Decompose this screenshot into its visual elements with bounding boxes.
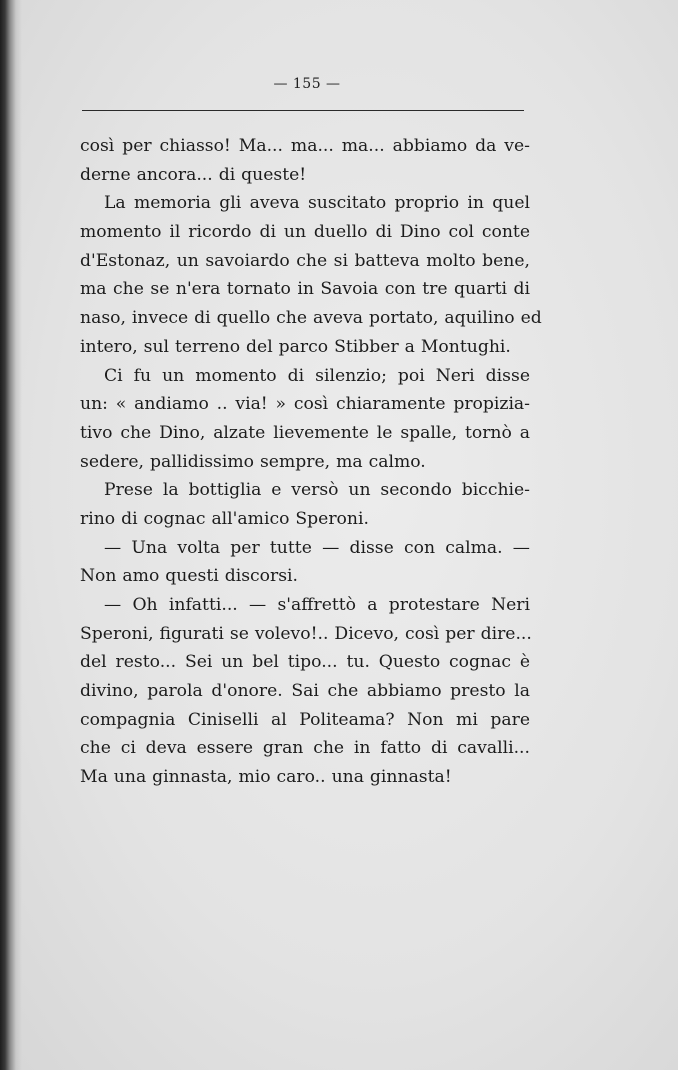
text-line: derne ancora... di queste! <box>80 164 307 185</box>
text-line: Ci fu un momento di silenzio; poi Neri disse <box>104 365 530 386</box>
page-number: — 155 — <box>273 76 341 92</box>
text-line: ma che se n'era tornato in Savoia con tre quarti di <box>80 279 530 300</box>
text-line: divino, parola d'onore. Sai che abbiamo presto la <box>80 681 530 702</box>
text-line: Ma una ginnasta, mio caro.. una ginnasta! <box>80 767 452 788</box>
text-line: — Una volta per tutte — disse con calma. — <box>104 537 530 558</box>
text-line: sedere, pallidissimo sempre, ma calmo. <box>80 451 426 472</box>
text-line: compagnia Ciniselli al Politeama? Non mi pare <box>80 709 530 730</box>
binding-edge <box>0 0 22 1070</box>
text-line: Non amo questi discorsi. <box>80 566 298 587</box>
text-line: un: « andiamo .. via! » così chiaramente propizia- <box>80 394 530 415</box>
text-line: intero, sul terreno del parco Stibber a Montughi. <box>80 336 511 357</box>
text-line: La memoria gli aveva suscitato proprio in quel <box>104 193 530 214</box>
text-line: naso, invece di quello che aveva portato, aquilino ed <box>80 308 542 329</box>
header-rule <box>82 110 524 111</box>
text-line: Speroni, figurati se volevo!.. Dicevo, così per dire... <box>80 623 532 644</box>
text-line: così per chiasso! Ma... ma... ma... abbiamo da ve- <box>80 136 530 156</box>
text-line: momento il ricordo di un duello di Dino col conte <box>80 222 530 243</box>
text-line: del resto... Sei un bel tipo... tu. Questo cognac è <box>80 652 530 673</box>
body-text <box>80 132 542 792</box>
text-line: tivo che Dino, alzate lievemente le spalle, tornò a <box>80 422 530 443</box>
text-line: Prese la bottiglia e versò un secondo bicchie- <box>104 480 530 501</box>
text-line: — Oh infatti... — s'affrettò a protestare Neri <box>104 595 530 615</box>
text-line: d'Estonaz, un savoiardo che si batteva molto bene, <box>80 250 530 271</box>
text-line: che ci deva essere gran che in fatto di cavalli... <box>80 738 530 759</box>
text-line: rino di cognac all'amico Speroni. <box>80 508 369 529</box>
